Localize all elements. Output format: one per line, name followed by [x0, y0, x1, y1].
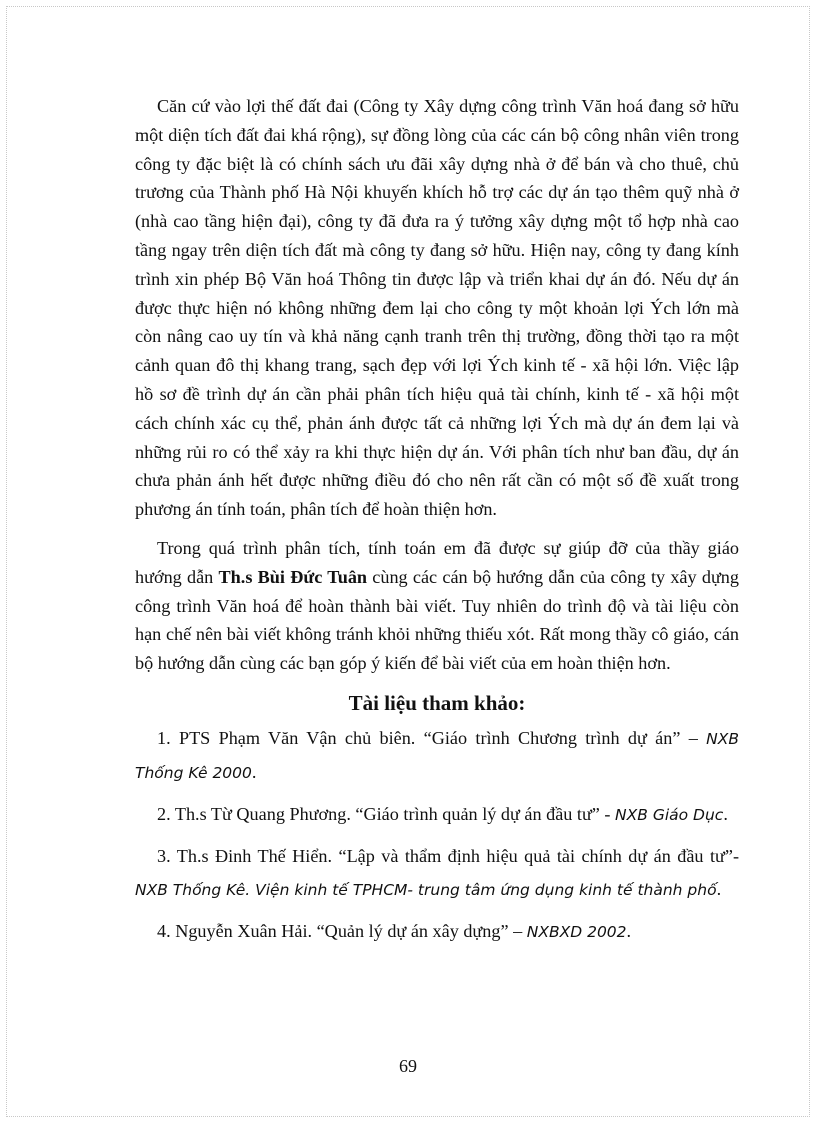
reference-publisher: NXBXD 2002: [526, 922, 627, 941]
reference-tail: .: [723, 803, 728, 824]
reference-tail: .: [251, 761, 257, 782]
references-list: [135, 722, 739, 949]
reference-publisher: NXB Thống Kê. Viện kinh tế TPHCM- trung tâm ứng dụng kinh tế thành phố: [135, 880, 717, 899]
reference-text: 3. Th.s Đinh Thế Hiển. “Lập và thẩm định hiệu quả tài chính dự án đầu tư”-: [157, 845, 739, 866]
reference-item: [135, 722, 739, 790]
reference-item: [135, 798, 739, 832]
reference-item: [135, 915, 739, 949]
reference-tail: .: [716, 878, 722, 899]
advisor-name: Th.s Bùi Đức Tuân: [218, 566, 368, 587]
ack-text-after: cùng các cán bộ hướng dẫn của công ty xây dựng công trình Văn hoá để hoàn thành bài viết. Tuy nhiên do trình độ và tài liệu còn hạn chế nên bài viết không tránh khỏi những thiếu xót. Rất mong thầy cô giáo, cán bộ hướng dẫn cùng các bạn góp ý kiến để bài viết của em hoàn thiện hơn.: [135, 566, 739, 674]
paragraph-acknowledgement: [135, 534, 739, 678]
references-heading: Tài liệu tham khảo:: [348, 690, 526, 715]
reference-publisher: NXB Giáo Dục: [615, 805, 724, 824]
paragraph-intro: Căn cứ vào lợi thế đất đai (Công ty Xây dựng công trình Văn hoá đang sở hữu một diện tích đất đai khá rộng), sự đồng lòng của các cán bộ công nhân viên trong công ty đặc biệt là có chính sách ưu đãi xây dựng nhà ở để bán và cho thuê, chủ trương của Thành phố Hà Nội khuyến khích hỗ trợ các dự án tạo thêm quỹ nhà ở (nhà cao tầng hiện đại), công ty đã đưa ra ý tưởng xây dựng một tổ hợp nhà cao tầng ngay trên diện tích đất mà công ty đang sở hữu. Hiện nay, công ty đang kính trình xin phép Bộ Văn hoá Thông tin được lập và triển khai dự án đó. Nếu dự án được thực hiện nó không những đem lại cho công ty một khoản lợi Ých lớn mà còn nâng cao uy tín và khả năng cạnh tranh trên thị trường, đồng thời tạo ra một cảnh quan đô thị khang trang, sạch đẹp với lợi Ých kinh tế - xã hội lớn. Việc lập hồ sơ đề trình dự án cần phải phân tích hiệu quả tài chính, kinh tế - xã hội một cách chính xác cụ thể, phản ánh được tất cả những lợi Ých mà dự án đem lại và những rủi ro có thể xảy ra khi thực hiện dự án. Với phân tích như ban đầu, dự án chưa phản ánh hết được những điều đó cho nên rất cần có một số đề xuất trong phương án tính toán, phân tích để hoàn thiện hơn.: [135, 96, 739, 520]
ack-text-before: Trong quá trình phân tích, tính toán em đã được sự giúp đỡ của thầy giáo hướng dẫn: [135, 537, 739, 587]
document-body: [135, 92, 739, 957]
reference-text: 4. Nguyễn Xuân Hải. “Quản lý dự án xây dựng” –: [157, 920, 527, 941]
page-number: 69: [399, 1056, 417, 1076]
reference-text: 2. Th.s Từ Quang Phương. “Giáo trình quản lý dự án đầu tư” -: [157, 803, 616, 824]
reference-item: [135, 840, 739, 907]
reference-text: 1. PTS Phạm Văn Vận chủ biên. “Giáo trình Chương trình dự án” –: [157, 727, 707, 748]
reference-publisher: NXB Thống Kê 2000: [135, 729, 739, 782]
reference-tail: .: [626, 920, 632, 941]
